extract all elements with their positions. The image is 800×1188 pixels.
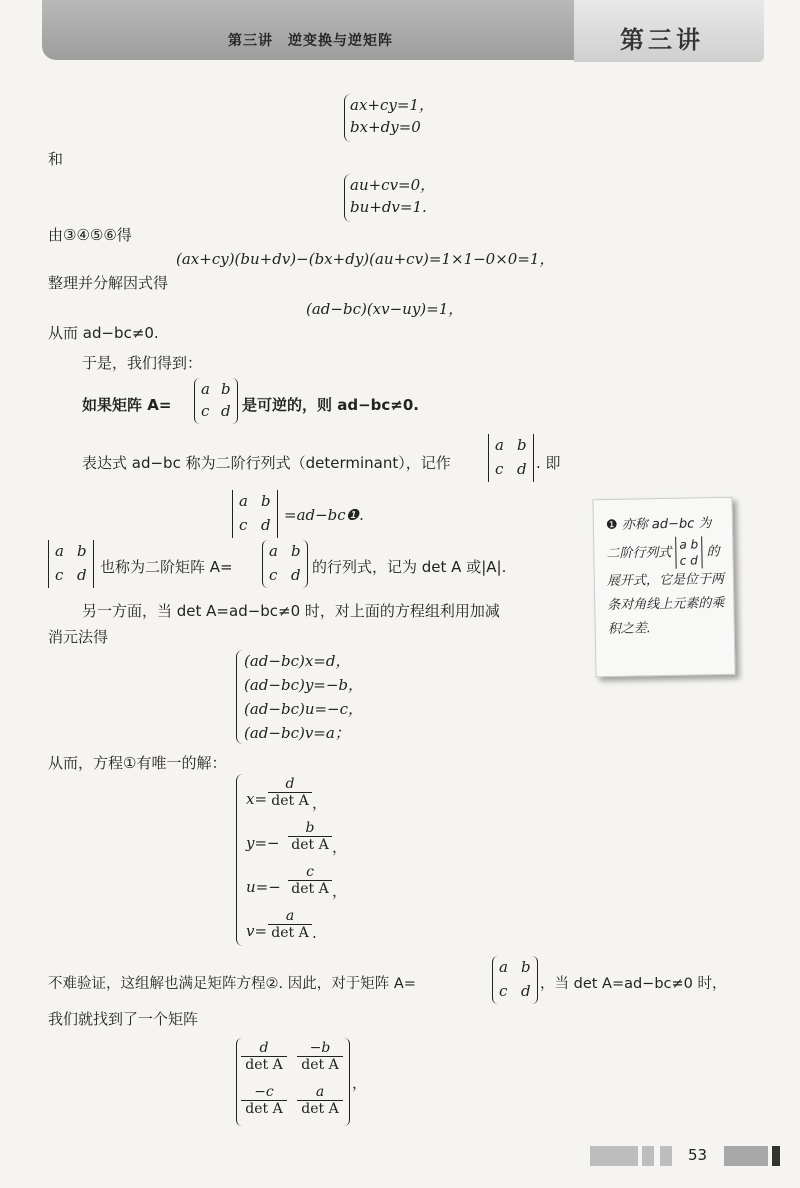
sol-v-lhs: v= (246, 922, 268, 940)
sol-x-den: det A (271, 793, 309, 809)
text-unique: 从而，方程①有唯一的解： (48, 754, 227, 772)
det-definition-determinant (232, 490, 278, 538)
sol-v-num: a (268, 908, 312, 925)
entry-b: b (517, 436, 527, 454)
equation-factor: (ad−bc)(xv−uy)=1， (306, 300, 464, 318)
entry-d: d (77, 566, 87, 584)
sol-y-num: b (288, 820, 332, 837)
footer-block-5 (772, 1146, 780, 1166)
expr-pre: 表达式 ad−bc 称为二阶行列式（determinant），记作 (82, 454, 451, 472)
text-found: 我们就找到了一个矩阵 (48, 1010, 199, 1028)
text-congr: 从而 ad−bc≠0. (48, 324, 159, 342)
sol-u-lhs: u=− (246, 878, 281, 896)
entry-c: c (679, 553, 687, 568)
sol-x-frac (268, 776, 312, 809)
sys3-line-2: (ad−bc)y=−b， (244, 676, 364, 694)
entry-c: c (55, 566, 64, 584)
inv-n4: a (297, 1084, 343, 1101)
sys2-line-1: au+cv=0， (350, 176, 436, 194)
text-zhengli: 整理并分解因式得 (48, 274, 169, 292)
sys1-line-1: ax+cy=1， (350, 96, 434, 114)
entry-a: a (239, 492, 248, 510)
sys3-line-1: (ad−bc)x=d， (244, 652, 351, 670)
entry-b: b (690, 537, 699, 552)
sys1-line-2: bx+dy=0 (350, 118, 421, 136)
note-post: 的展开式，它是位于两条对角线上元素的乘积之差. (606, 544, 725, 637)
footer-block-3 (660, 1146, 672, 1166)
inv-d1: det A (245, 1057, 283, 1073)
text-yushi: 于是，我们得到： (82, 354, 203, 372)
note-pre: ❶ 亦称 ad−bc 为二阶行列式 (605, 516, 712, 562)
theorem-pre: 如果矩阵 A= (82, 396, 172, 414)
sol-x-end: ， (312, 794, 328, 812)
inv-entry-21 (241, 1084, 287, 1117)
entry-c: c (239, 516, 248, 534)
also-determinant (48, 540, 94, 588)
sol-x-num: d (268, 776, 312, 793)
inv-end: ， (352, 1074, 368, 1092)
sol-y-den: det A (291, 837, 329, 853)
inv-n1: d (241, 1040, 287, 1057)
sol-y-end: ， (332, 838, 348, 856)
entry-b: b (291, 542, 301, 560)
sol-u-num: c (288, 864, 332, 881)
other-line-1: 另一方面，当 det A=ad−bc≠0 时，对上面的方程组利用加减 (82, 602, 500, 620)
verify-pre: 不难验证，这组解也满足矩阵方程②. 因此，对于矩阵 A= (48, 976, 416, 992)
sol-u-end: ， (332, 882, 348, 900)
entry-b: b (77, 542, 87, 560)
inv-entry-12 (297, 1040, 343, 1073)
sol-y-lhs: y=− (246, 834, 280, 852)
also-post: 的行列式，记为 det A 或|A|. (312, 558, 507, 576)
inv-d2: det A (301, 1057, 339, 1073)
footer-block-4 (724, 1146, 768, 1166)
theorem-post: 是可逆的，则 ad−bc≠0. (242, 396, 419, 414)
entry-a: a (201, 380, 210, 398)
sol-u-den: det A (291, 881, 329, 897)
sys3-line-3: (ad−bc)u=−c， (244, 700, 364, 718)
side-note (592, 497, 735, 677)
sol-v-end: . (312, 924, 317, 942)
header-lesson: 第三讲 (620, 26, 704, 54)
entry-b: b (221, 380, 231, 398)
inverse-matrix (236, 1038, 350, 1126)
inv-entry-11 (241, 1040, 287, 1073)
entry-c: c (495, 460, 504, 478)
entry-a: a (679, 537, 687, 552)
entry-a: a (499, 958, 508, 976)
verify-post: ，当 det A=ad−bc≠0 时， (540, 976, 727, 992)
sol-v-frac (268, 908, 312, 941)
side-note-text (606, 512, 726, 642)
equation-expand: (ax+cy)(bu+dv)−(bx+dy)(au+cv)=1×1−0×0=1， (176, 250, 555, 268)
other-line-2: 消元法得 (48, 628, 109, 646)
sol-x-lhs: x= (246, 790, 268, 808)
entry-c: c (499, 982, 508, 1000)
header-title: 第三讲 逆变换与逆矩阵 (228, 33, 393, 49)
inv-entry-22 (297, 1084, 343, 1117)
inv-d4: det A (301, 1101, 339, 1117)
footer-block-1 (590, 1146, 638, 1166)
entry-a: a (55, 542, 64, 560)
entry-a: a (495, 436, 504, 454)
entry-b: b (261, 492, 271, 510)
det-definition-rhs: =ad−bc❶. (284, 506, 364, 524)
entry-d: d (517, 460, 527, 478)
entry-c: c (269, 566, 278, 584)
sys2-line-2: bu+dv=1. (350, 198, 427, 216)
sol-v-den: det A (271, 925, 309, 941)
theorem-matrix (194, 378, 238, 424)
expr-post: . 即 (536, 454, 561, 472)
entry-d: d (690, 553, 698, 568)
also-matrix (262, 540, 308, 588)
verify-matrix (492, 956, 538, 1004)
word-he: 和 (48, 150, 64, 168)
expr-determinant (488, 434, 534, 482)
footer-block-2 (642, 1146, 654, 1166)
entry-d: d (221, 402, 231, 420)
entry-c: c (201, 402, 210, 420)
entry-d: d (291, 566, 301, 584)
entry-b: b (521, 958, 531, 976)
sol-y-frac (288, 820, 332, 853)
entry-d: d (521, 982, 531, 1000)
entry-a: a (269, 542, 278, 560)
also-mid: 也称为二阶矩阵 A= (100, 558, 233, 576)
inv-n3: −c (241, 1084, 287, 1101)
inv-n2: −b (297, 1040, 343, 1057)
sys3-line-4: (ad−bc)v=a； (244, 724, 350, 742)
inv-d3: det A (245, 1101, 283, 1117)
entry-d: d (261, 516, 271, 534)
note-determinant (675, 536, 702, 568)
sol-u-frac (288, 864, 332, 897)
text-you: 由③④⑤⑥得 (48, 226, 132, 244)
page-number: 53 (688, 1146, 708, 1164)
